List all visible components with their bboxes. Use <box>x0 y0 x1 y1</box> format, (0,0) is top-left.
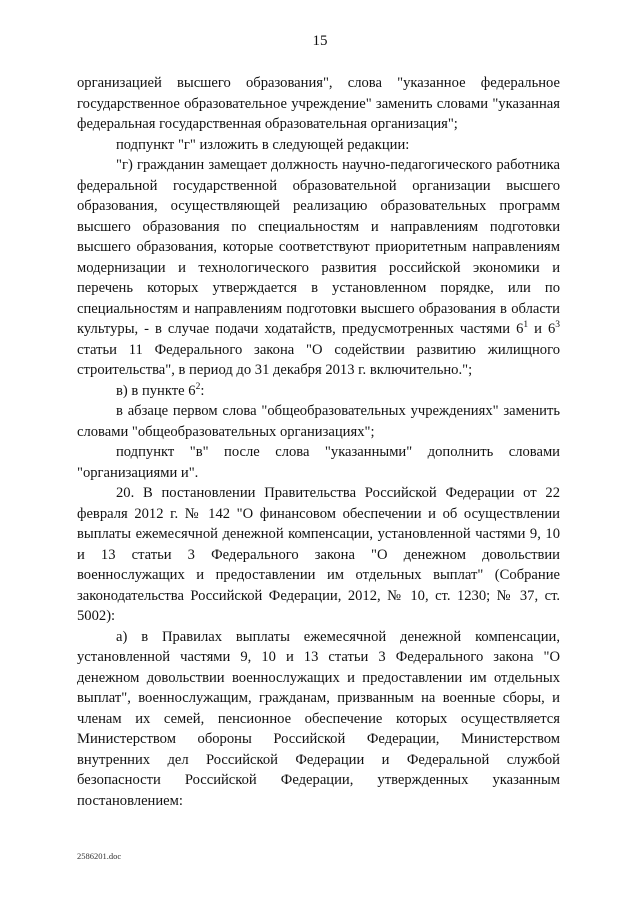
paragraph-4 <box>77 381 560 402</box>
superscript-1: 1 <box>523 320 529 331</box>
footer-filename: 2586201.doc <box>77 851 122 861</box>
document-body <box>77 73 560 811</box>
paragraph-3-text-c: статьи 11 Федерального закона "О содействии развитию жилищного строительства", в период до 31 декабря 2013 г. включительно."; <box>77 341 560 378</box>
page-number: 15 <box>312 33 328 49</box>
paragraph-4-text-b: : <box>200 382 205 399</box>
paragraph-6: подпункт "в" после слова "указанными" дополнить словами "организациями и". <box>77 444 560 481</box>
superscript-3: 3 <box>555 320 560 331</box>
paragraph-2: подпункт "г" изложить в следующей редакции: <box>116 136 410 153</box>
paragraph-5: в абзаце первом слова "общеобразовательных учреждениях" заменить словами "общеобразовательных организациях"; <box>77 403 560 440</box>
paragraph-3-text-a: "г) гражданин замещает должность научно-педагогического работника федеральной государственной образовательной организации высшего образования, осуществляющей реализацию образовательных программ высшего образования по специальностям и направлениям подготовки высшего образования, которые соответствуют приоритетным направлениям модернизации и технологического развития российской экономики и перечень которых утверждается в установленном порядке, или по специальностям и направлениям подготовки высшего образования в области культуры, - в случае подачи ходатайств, предусмотренных частями 6 <box>77 157 560 337</box>
paragraph-8: а) в Правилах выплаты ежемесячной денежной компенсации, установленной частями 9, 10 и 13 статьи 3 Федерального закона "О денежном довольствии военнослужащих и предоставлении им отдельных выплат", военнослужащим, гражданам, призванным на военные сборы, и членам их семей, пенсионное обеспечение которых осуществляется Министерством обороны Российской Федерации, Министерством внутренних дел Российской Федерации и Федеральной службой безопасности Российской Федерации, утвержденных указанным постановлением: <box>77 628 560 809</box>
paragraph-3 <box>77 155 560 381</box>
paragraph-4-text-a: в) в пункте 6 <box>116 382 196 399</box>
paragraph-7: 20. В постановлении Правительства Российской Федерации от 22 февраля 2012 г. № 142 "О финансовом обеспечении и об осуществлении выплаты ежемесячной денежной компенсации, установленной частями 9, 10 и 13 статьи 3 Федерального закона "О денежном довольствии военнослужащих и предоставлении им отдельных выплат" (Собрание законодательства Российской Федерации, 2012, № 10, ст. 1230; № 37, ст. 5002): <box>77 485 560 624</box>
superscript-2: 2 <box>195 381 201 392</box>
paragraph-3-text-b: и 6 <box>528 321 556 337</box>
paragraph-1: организацией высшего образования", слова "указанное федеральное государственное образовательное учреждение" заменить словами "указанная федеральная государственная образовательная организация"; <box>77 75 560 132</box>
